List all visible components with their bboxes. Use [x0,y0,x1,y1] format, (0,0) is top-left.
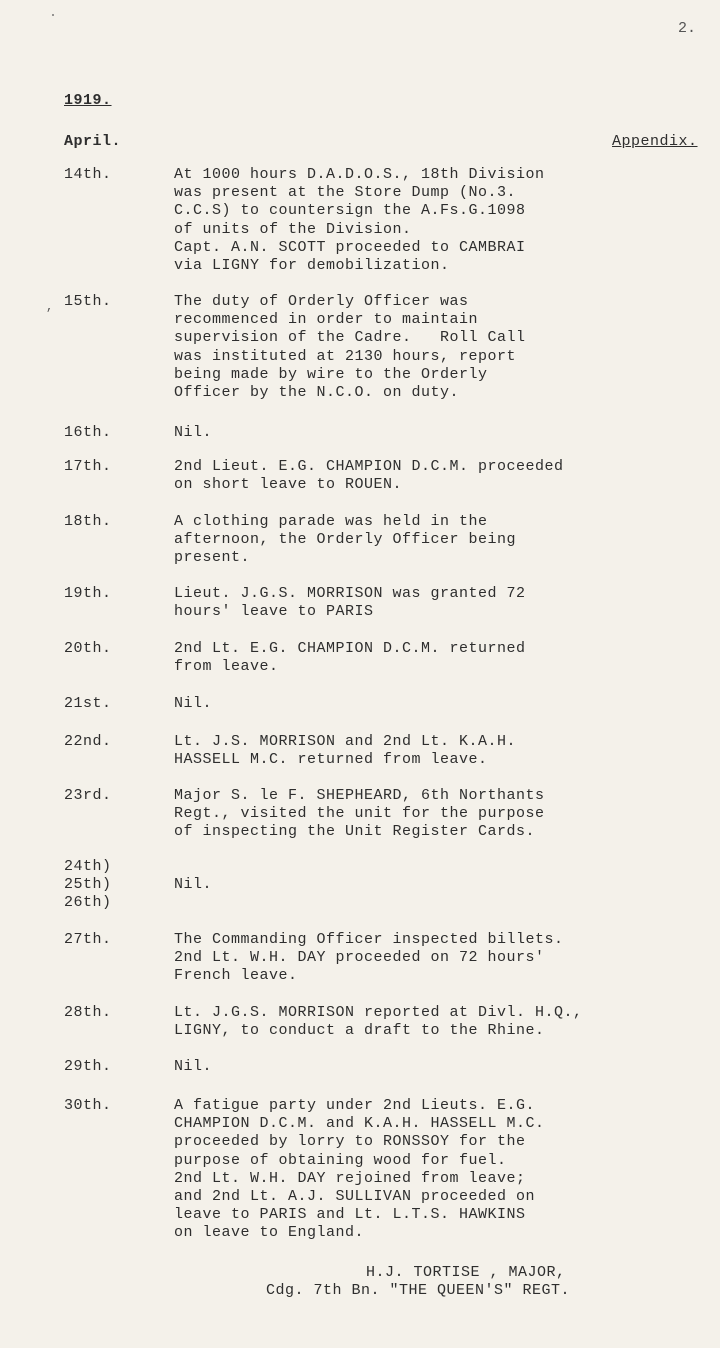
entry-date: 28th. [64,1004,112,1021]
entry-text: 2nd Lieut. E.G. CHAMPION D.C.M. proceeded on short leave to ROUEN. [174,458,564,494]
year-heading: 1919. [64,92,112,109]
appendix-label: Appendix. [612,133,698,150]
entry-text: Nil. [174,695,213,712]
entry-date: 24th) 25th) 26th) [64,858,112,912]
entry-text: The duty of Orderly Officer was recommenced in order to maintain supervision of the Cadre. Roll Call was instituted at 2130 hours, report being made by wire to the Orderly Officer by the N.C.O. on duty. [174,293,526,402]
entry-text: A clothing parade was held in the afternoon, the Orderly Officer being present. [174,513,517,567]
entry-date: 20th. [64,640,112,657]
margin-mark: , [46,300,54,314]
entry-date: 21st. [64,695,112,712]
signature-name: H.J. TORTISE , MAJOR, [366,1264,566,1281]
entry-date: 27th. [64,931,112,948]
signature-unit: Cdg. 7th Bn. "THE QUEEN'S" REGT. [266,1282,571,1299]
entry-date: 17th. [64,458,112,475]
paper-speck [52,14,54,16]
entry-date: 29th. [64,1058,112,1075]
entry-date: 30th. [64,1097,112,1114]
entry-date: 14th. [64,166,112,183]
entry-text: Lt. J.S. MORRISON and 2nd Lt. K.A.H. HASSELL M.C. returned from leave. [174,733,517,769]
entry-date: 23rd. [64,787,112,804]
entry-text: Nil. [174,424,213,441]
entry-text: 2nd Lt. E.G. CHAMPION D.C.M. returned from leave. [174,640,526,676]
month-heading: April. [64,133,122,150]
entry-text: The Commanding Officer inspected billets. 2nd Lt. W.H. DAY proceeded on 72 hours' French leave. [174,931,564,985]
entry-text: Nil. [174,876,213,893]
entry-text: Nil. [174,1058,213,1075]
entry-date: 22nd. [64,733,112,750]
entry-text: Lieut. J.G.S. MORRISON was granted 72 hours' leave to PARIS [174,585,526,621]
entry-date: 16th. [64,424,112,441]
entry-text: At 1000 hours D.A.D.O.S., 18th Division was present at the Store Dump (No.3. C.C.S) to countersign the A.Fs.G.1098 of units of the Division. Capt. A.N. SCOTT proceeded to CAMBRAI via LIGNY for demobilization. [174,166,545,275]
entry-text: A fatigue party under 2nd Lieuts. E.G. CHAMPION D.C.M. and K.A.H. HASSELL M.C. proceeded by lorry to RONSSOY for the purpose of obtaining wood for fuel. 2nd Lt. W.H. DAY rejoined from leave; and 2nd Lt. A.J. SULLIVAN proceeded on leave to PARIS and Lt. L.T.S. HAWKINS on leave to England. [174,1097,545,1242]
entry-date: 15th. [64,293,112,310]
entry-date: 18th. [64,513,112,530]
entry-date: 19th. [64,585,112,602]
page-number: 2. [678,20,697,37]
entry-text: Major S. le F. SHEPHEARD, 6th Northants Regt., visited the unit for the purpose of inspecting the Unit Register Cards. [174,787,545,841]
entry-text: Lt. J.G.S. MORRISON reported at Divl. H.Q., LIGNY, to conduct a draft to the Rhine. [174,1004,583,1040]
